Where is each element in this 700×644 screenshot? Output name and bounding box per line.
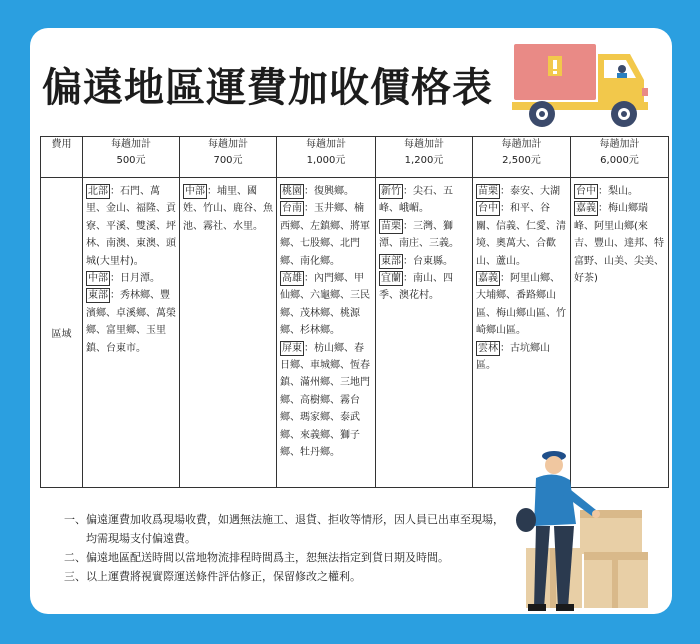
region-tag: 嘉義 [478,273,498,285]
corner-label: 費用 [41,137,83,178]
region-cell [180,178,277,488]
region-segment: 台中 ：和平、谷關、信義、仁愛、清境、奧萬大、合歡山、蘆山。 [476,203,566,267]
region-segment: 東部 ：秀林鄉、豐濱鄉、卓溪鄉、萬榮鄉、富里鄉、玉里鎮、台東市。 [86,290,176,354]
region-tag: 中部 [185,186,205,197]
region-cell [376,178,473,488]
region-segment: 嘉義 ：阿里山鄉、大埔鄉、番路鄉山區、梅山鄉山區、竹崎鄉山區。 [476,273,566,337]
region-tag: 高雄 [282,273,302,285]
region-segment: 桃園 ：復興鄉。 [282,186,354,197]
region-segment: 嘉義 ：梅山鄉瑞峰、阿里山鄉(來吉、豐山、達邦、特富野、山美、尖美、好茶) [574,203,664,285]
region-segment: 雲林 ：古坑鄉山區。 [476,342,550,372]
note-number: 二、 [64,551,86,564]
region-tag: 雲林 [478,342,498,354]
region-row [41,178,669,488]
region-segment: 新竹 ：尖石、五峰、峨嵋。 [379,186,453,215]
region-cell [83,178,180,488]
region-segment: 宜蘭 ：南山、四季、澳花村。 [379,273,453,302]
region-cell [277,178,376,488]
note-item [64,548,504,567]
region-segment: 東部 ：台東縣。 [381,255,453,267]
region-tag: 東部 [88,290,108,302]
region-tag: 宜蘭 [381,273,401,285]
region-tag: 屏東 [282,342,302,354]
region-tag: 台中 [576,186,596,197]
page-title: 偏遠地區運費加收價格表 [42,65,493,111]
region-segment: 高雄 ：內門鄉、甲仙鄉、六龜鄉、三民鄉、茂林鄉、桃源鄉、杉林鄉。 [280,273,370,337]
region-segment: 台中 ：梨山。 [576,186,638,197]
delivery-truck-icon [512,40,652,132]
region-segment: 中部 ：日月潭。 [88,273,160,285]
note-text: 偏遠運費加收爲現場收費，如遇無法施工、退貨、拒收等情形，因人員已出車至現場，均需現場支付偏遠費。 [86,513,504,545]
notes-list [64,510,504,586]
fee-tier-header: 每趟加計 1,200元 [376,137,473,178]
region-tag: 新竹 [381,186,401,197]
fee-header-row [41,137,669,178]
region-tag: 台中 [478,203,498,215]
region-tag: 苗栗 [478,186,498,197]
fee-tier-header: 每趟加計 1,000元 [277,137,376,178]
region-segment: 台南 ：玉井鄉、楠西鄉、左鎮鄉、將軍鄉、七股鄉、北門鄉、南化鄉。 [280,203,370,267]
region-segment: 北部 ：石門、萬里、金山、福隆、貢寮、平溪、雙溪、坪林、南澳、東澳、頭城(大里村)。 [86,186,176,267]
fee-tier-header: 每趟加計 6,000元 [571,137,669,178]
fee-tier-header: 每趟加計 500元 [83,137,180,178]
region-tag: 東部 [381,255,401,267]
region-tag: 台南 [282,203,302,215]
region-tag: 北部 [88,186,108,197]
region-segment: 苗栗 ：泰安、大湖 [478,186,560,197]
note-item [64,510,504,548]
courier-illustration [504,448,654,616]
row-label-region: 區域 [41,178,83,488]
region-segment: 屏東 ：枋山鄉、春日鄉、車城鄉、恆春鎮、滿州鄉、三地門鄉、高樹鄉、霧台鄉、瑪家鄉、泰武鄉、來義鄉、獅子鄉、牡丹鄉。 [280,342,370,459]
region-tag: 中部 [88,273,108,285]
note-text: 以上運費將視實際運送條件評估修正，保留修改之權利。 [86,570,361,583]
fee-table [40,136,669,488]
note-text: 偏遠地區配送時間以當地物流排程時間爲主，恕無法指定到貨日期及時間。 [86,551,449,564]
note-number: 一、 [64,513,86,526]
region-cell [571,178,669,488]
region-segment: 中部 ：埔里、國姓、竹山、鹿谷、魚池、霧社、水里。 [183,186,273,232]
region-tag: 嘉義 [576,203,596,215]
region-tag: 桃園 [282,186,302,197]
fee-tier-header: 每趟加計 700元 [180,137,277,178]
region-segment: 苗栗 ：三灣、獅潭、南庄、三義。 [379,220,459,250]
note-item [64,567,504,586]
fee-tier-header: 每趟加計 2,500元 [473,137,571,178]
region-cell [473,178,571,488]
note-number: 三、 [64,570,86,583]
region-tag: 苗栗 [381,220,401,232]
